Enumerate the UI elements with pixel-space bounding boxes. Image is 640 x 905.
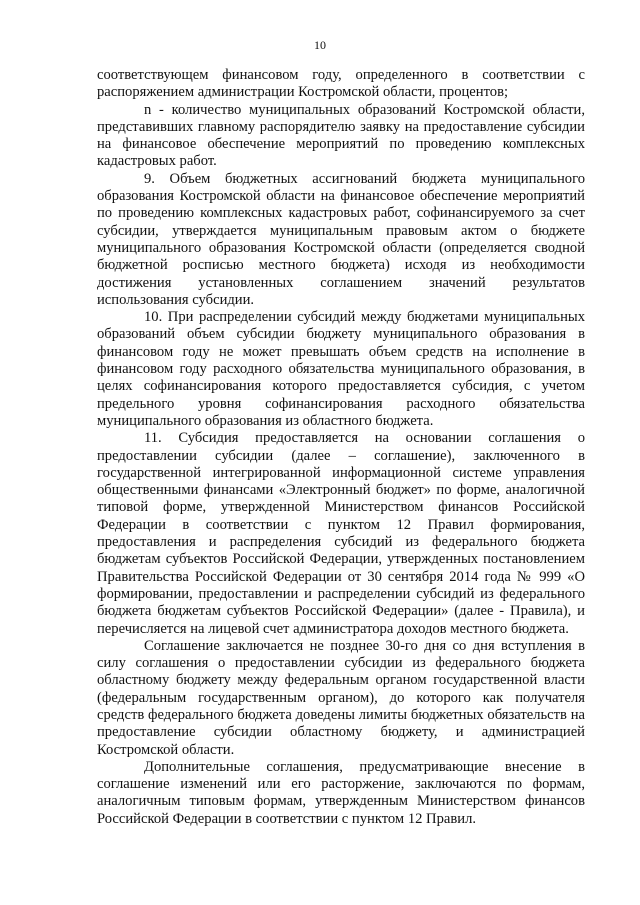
paragraph-n-definition: n - количество муниципальных образований Костромской области, представивших главному распорядителю заявку на предоставление субсидии на финансовое обеспечение мероприятий по проведению комплексных кадастровых работ. [97, 101, 585, 170]
paragraph-agreement-deadline: Соглашение заключается не позднее 30-го дня со дня вступления в силу соглашения о предоставлении субсидии из федерального бюджета областному бюджету между федеральным органом государственной власти (федеральным государственным органом), до которого как получателя средств федерального бюджета доведены лимиты бюджетных обязательств на предоставление субсидии областному бюджету, и администрацией Костромской области. [97, 637, 585, 758]
page-number: 10 [314, 38, 326, 52]
paragraph-continuation: соответствующем финансовом году, определенного в соответствии с распоряжением администрации Костромской области, процентов; [97, 67, 585, 101]
paragraph-additional-agreements: Дополнительные соглашения, предусматривающие внесение в соглашение изменений или его расторжение, заключаются по формам, аналогичным типовым формам, утвержденным Министерством финансов Российской Федерации в соответствии с пунктом 12 Правил. [97, 758, 585, 827]
paragraph-11: 11. Субсидия предоставляется на основании соглашения о предоставлении субсидии (далее – соглашение), заключенного в государственной интегрированной информационной системе управления общественными финансами «Электронный бюджет» по форме, аналогичной типовой форме, утвержденной Министерством финансов Российской Федерации в соответствии с пунктом 12 Правил формирования, предоставления и распределения субсидий из федерального бюджета бюджетам субъектов Российской Федерации, утвержденных постановлением Правительства Российской Федерации от 30 сентября 2014 года № 999 «О формировании, предоставлении и распределении субсидий из федерального бюджета бюджетам субъектов Российской Федерации» (далее - Правила), и перечисляется на лицевой счет администратора доходов местного бюджета. [97, 430, 585, 637]
paragraph-9: 9. Объем бюджетных ассигнований бюджета муниципального образования Костромской области на финансовое обеспечение мероприятий по проведению комплексных кадастровых работ, софинансируемого за счет субсидии, утверждается муниципальным правовым актом о бюджете муниципального образования Костромской области (определяется сводной бюджетной росписью местного бюджета) исходя из необходимости достижения установленных соглашением значений результатов использования субсидии. [97, 170, 585, 308]
document-body [97, 67, 585, 828]
paragraph-10: 10. При распределении субсидий между бюджетами муниципальных образований объем субсидии бюджету муниципального образования в финансовом году не может превышать объем средств на исполнение в финансовом году расходного обязательства муниципального образования, в целях софинансирования которого предоставляется субсидия, с учетом предельного уровня софинансирования расходного обязательства муниципального образования из областного бюджета. [97, 309, 585, 429]
